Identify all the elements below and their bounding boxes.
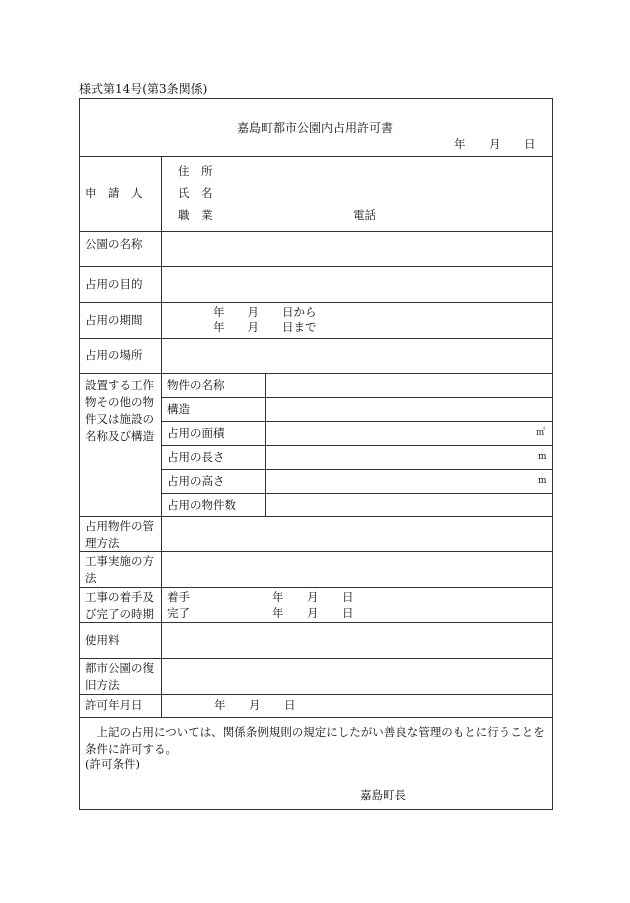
permit-month-label: 月 (249, 698, 261, 712)
restoration-label: 都市公園の復旧方法 (85, 661, 154, 692)
item-count-label: 占用の物件数 (167, 498, 236, 512)
permit-conditions-label: (許可条件) (85, 757, 140, 771)
item-structure-label: 構造 (167, 402, 190, 416)
construction-schedule-label: 工事の着手及び完了の時期 (85, 590, 154, 621)
phone-label: 電話 (353, 208, 376, 222)
form-title: 嘉島町都市公園内占用許可書 (236, 121, 393, 135)
finish-month-label: 月 (307, 606, 319, 620)
row-divider (79, 516, 552, 517)
column-divider (265, 373, 266, 516)
subrow-divider (161, 469, 552, 470)
period-to: 年 月 日まで (213, 320, 317, 334)
subrow-divider (161, 397, 552, 398)
applicant-label: 申 請 人 (85, 186, 143, 200)
permit-statement: 上記の占用については、関係条例規則の規定にしたがい善良な管理のもとに行うことを条件に許可する。 (85, 725, 545, 756)
length-unit: m (538, 452, 547, 462)
management-label: 占用物件の管理方法 (85, 519, 154, 550)
permit-year-label: 年 (214, 698, 226, 712)
item-area-label: 占用の面積 (167, 426, 225, 440)
subrow-divider (161, 421, 552, 422)
signer: 嘉島町長 (360, 788, 406, 802)
column-divider (161, 156, 162, 717)
row-divider (79, 302, 552, 303)
period-from: 年 月 日から (213, 305, 317, 319)
permit-form (79, 98, 553, 810)
row-divider (79, 658, 552, 659)
finish-day-label: 日 (342, 606, 354, 620)
row-divider (79, 156, 552, 157)
permit-day-label: 日 (284, 698, 296, 712)
subrow-divider (161, 445, 552, 446)
fee-label: 使用料 (85, 633, 120, 647)
item-name-label: 物件の名称 (167, 378, 225, 392)
start-year-label: 年 (272, 590, 284, 604)
header-day-label: 日 (524, 137, 536, 151)
row-divider (79, 266, 552, 267)
row-divider (79, 694, 552, 695)
item-length-label: 占用の長さ (167, 450, 225, 464)
row-divider (79, 717, 552, 718)
header-year-label: 年 (454, 137, 466, 151)
row-divider (79, 587, 552, 588)
purpose-label: 占用の目的 (85, 277, 143, 291)
row-divider (79, 373, 552, 374)
row-divider (79, 338, 552, 339)
occupation-label: 職 業 (178, 208, 213, 222)
area-unit: ㎡ (536, 428, 546, 438)
form-number: 様式第14号(第3条関係) (79, 82, 208, 96)
item-height-label: 占用の高さ (167, 474, 225, 488)
start-label: 着手 (167, 590, 190, 604)
finish-label: 完了 (167, 606, 190, 620)
start-month-label: 月 (307, 590, 319, 604)
subrow-divider (161, 493, 552, 494)
place-label: 占用の場所 (85, 348, 143, 362)
permit-date-label: 許可年月日 (85, 698, 143, 712)
finish-year-label: 年 (272, 606, 284, 620)
park-name-label: 公園の名称 (85, 237, 143, 251)
start-day-label: 日 (342, 590, 354, 604)
header-month-label: 月 (489, 137, 501, 151)
construction-method-label: 工事実施の方法 (85, 554, 154, 585)
name-label: 氏 名 (178, 186, 213, 200)
height-unit: m (538, 476, 547, 486)
row-divider (79, 231, 552, 232)
structures-label: 設置する工作物その他の物件又は施設の名称及び構造 (85, 378, 154, 443)
address-label: 住 所 (178, 164, 213, 178)
period-label: 占用の期間 (85, 313, 143, 327)
